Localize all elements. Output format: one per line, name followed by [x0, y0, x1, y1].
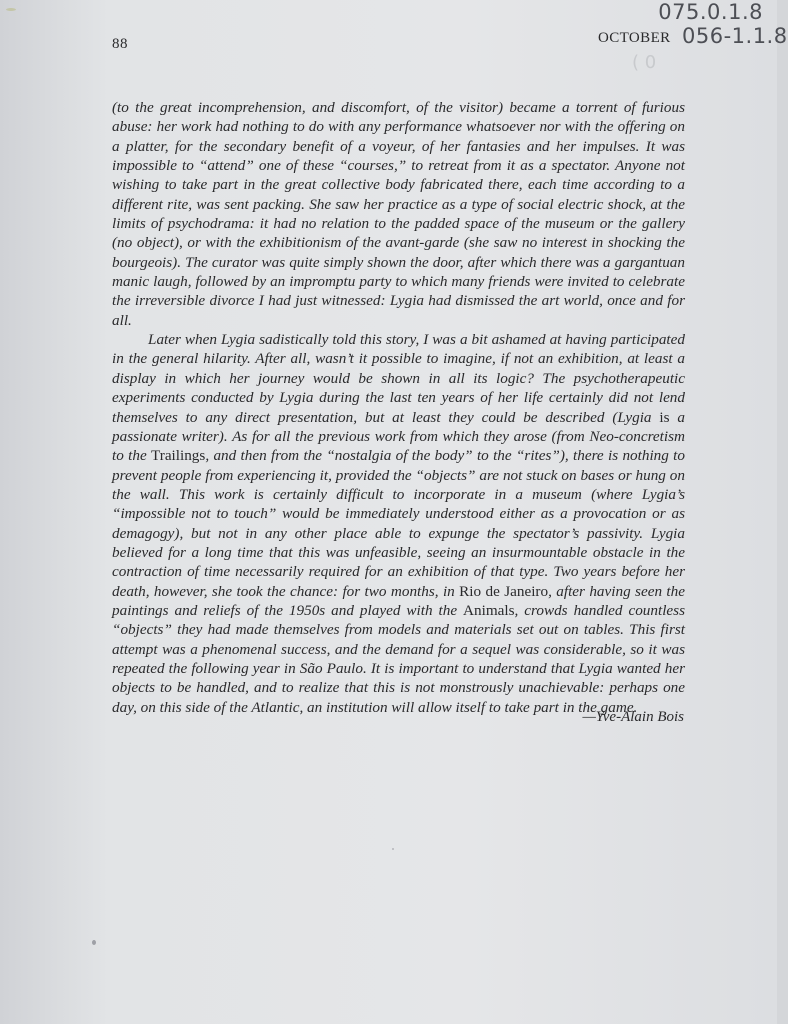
work-title-animals: Animals — [463, 601, 515, 619]
paragraph-2-text-c: , and then from the “nostalgia of the body” to the “rites”), there is nothing to prevent people from experiencing it, provided the “objects” are not stuck on bases or hung on the wall. This work is certainly difficult to incorporate in a museum (where Lygia’s “impossible not to touch” would be immediately understood either as a provocation or as demagogy), but not in any other place able to expunge the spectator’s passivity. Lygia believed for a long time that this was unfeasible, seeing an insurmountable obstacle in the contraction of time necessarily required for an exhibition of that type. Two years before her death, however, she took the chance: for two months, in — [112, 447, 685, 600]
work-title-trailings: Trailings — [151, 447, 206, 465]
handwritten-catalog-number: 075.0.1.8 — [658, 0, 763, 24]
paper-speck — [92, 940, 96, 945]
paper-speck — [6, 8, 16, 11]
paragraph-2-text-a: Later when Lygia sadistically told this story, I was a bit ashamed at having participated in the general hilarity. After all, wasn’t it possible to imagine, if not an exhibition, at least a display in which her journey would be shown in all its logic? The psychotherapeutic experiments conducted by Lygia during the last ten years of her life certainly did not lend themselves to any direct presentation, but at least they could be described (Lygia — [112, 331, 685, 426]
paper-speck — [392, 848, 394, 850]
page-number: 88 — [112, 36, 128, 52]
paragraph-2-text-d: , after having seen the paintings and reliefs of the 1950s and played with the — [112, 582, 685, 619]
roman-word-is: is — [659, 408, 670, 426]
faint-pencil-mark: ( 0 — [632, 52, 657, 73]
handwritten-catalog-number-secondary: 056-1.1.8 — [682, 24, 788, 48]
place-rio-de-janeiro: Rio de Janeiro — [459, 582, 549, 600]
article-body — [112, 98, 685, 717]
paragraph-2-text-e: , crowds handled countless “objects” they had made themselves from models and materials set out on tables. This first attempt was a phenomenal success, and the demand for a sequel was considerable, so it was repeated the following year in São Paulo. It is important to understand that Lygia wanted her objects to be handled, and to realize that this is not monstrously unachievable: perhaps one day, on this side of the Atlantic, an institution will allow itself to take part in the game. — [112, 601, 685, 716]
paragraph-2-text-b: a passionate writer). As for all the previous work from which they arose (from Neo-concretism to the — [112, 408, 685, 465]
paragraph-2 — [112, 330, 685, 717]
paragraph-1: (to the great incomprehension, and discomfort, of the visitor) became a torrent of furious abuse: her work had nothing to do with any performance whatsoever nor with the offering on a platter, for the secondary benefit of a voyeur, of her fantasies and her impulses. It was impossible to “attend” one of these “courses,” to retreat from it as a spectator. Anyone not wishing to take part in the great collective body fabricated there, each time according to a different rite, was sent packing. She saw her practice as a type of social electric shock, at the limits of psychodrama: it had no relation to the padded space of the museum or the gallery (no object), or with the exhibitionism of the avant-garde (she saw no interest in shocking the bourgeois). The curator was quite simply shown the door, after which there was a gargantuan manic laugh, followed by an impromptu party to which many friends were invited to celebrate the irreversible divorce I had just witnessed: Lygia had dismissed the art world, once and for all. — [112, 99, 685, 329]
running-head: OCTOBER — [598, 30, 671, 46]
author-signature: —Yve-Alain Bois — [582, 709, 684, 725]
